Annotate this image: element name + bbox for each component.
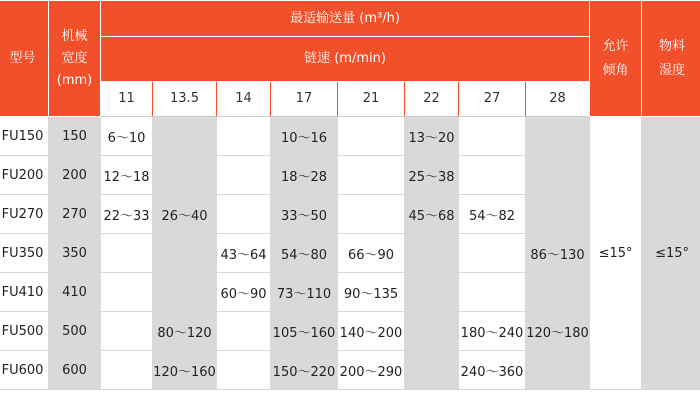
capacity-cell <box>526 195 590 234</box>
capacity-cell: 26～40 <box>153 195 217 234</box>
table-row <box>0 117 700 156</box>
capacity-cell <box>153 117 217 156</box>
width-cell: 600 <box>49 351 101 390</box>
capacity-cell: 120～180 <box>526 312 590 351</box>
model-cell: FU350 <box>0 234 49 273</box>
capacity-cell <box>217 195 271 234</box>
model-cell: FU600 <box>0 351 49 390</box>
header-speed: 链速 (m/min) <box>101 37 590 82</box>
capacity-cell: 6～10 <box>101 117 153 156</box>
capacity-cell <box>217 156 271 195</box>
capacity-cell <box>526 273 590 312</box>
capacity-cell: 66～90 <box>338 234 405 273</box>
capacity-cell: 80～120 <box>153 312 217 351</box>
speed-header-cell: 11 <box>101 82 153 117</box>
model-cell: FU270 <box>0 195 49 234</box>
width-cell: 200 <box>49 156 101 195</box>
capacity-cell <box>101 273 153 312</box>
capacity-cell <box>405 312 459 351</box>
capacity-cell <box>153 234 217 273</box>
capacity-cell: 73～110 <box>271 273 338 312</box>
width-cell: 150 <box>49 117 101 156</box>
header-angle <box>590 1 642 117</box>
width-cell: 500 <box>49 312 101 351</box>
capacity-cell <box>459 117 526 156</box>
capacity-cell <box>101 351 153 390</box>
capacity-cell: 12～18 <box>101 156 153 195</box>
capacity-cell: 33～50 <box>271 195 338 234</box>
capacity-cell <box>101 312 153 351</box>
capacity-cell: 43～64 <box>217 234 271 273</box>
capacity-cell <box>526 156 590 195</box>
capacity-cell <box>459 273 526 312</box>
capacity-cell <box>338 195 405 234</box>
capacity-cell <box>101 234 153 273</box>
speed-header-cell: 27 <box>459 82 526 117</box>
capacity-cell <box>405 351 459 390</box>
header-model: 型号 <box>0 1 49 117</box>
capacity-cell <box>459 156 526 195</box>
capacity-cell: 54～82 <box>459 195 526 234</box>
capacity-cell: 180～240 <box>459 312 526 351</box>
capacity-cell: 86～130 <box>526 234 590 273</box>
capacity-cell: 22～33 <box>101 195 153 234</box>
capacity-cell <box>153 273 217 312</box>
header-humidity-label: 物料湿度 <box>659 38 686 78</box>
speed-header-cell: 22 <box>405 82 459 117</box>
capacity-cell <box>217 312 271 351</box>
speed-header-cell: 14 <box>217 82 271 117</box>
width-cell: 350 <box>49 234 101 273</box>
capacity-cell <box>405 273 459 312</box>
capacity-cell <box>153 156 217 195</box>
header-capacity: 最适输送量 (m³/h) <box>101 1 590 37</box>
capacity-cell: 25～38 <box>405 156 459 195</box>
capacity-cell <box>405 234 459 273</box>
capacity-cell <box>526 351 590 390</box>
angle-value: ≤15° <box>590 117 642 390</box>
header-width-label: 机械宽度(mm) <box>56 28 93 88</box>
capacity-cell: 150～220 <box>271 351 338 390</box>
table-body <box>0 117 700 390</box>
capacity-cell: 54～80 <box>271 234 338 273</box>
header-angle-label: 允许倾角 <box>602 38 629 78</box>
capacity-cell: 13～20 <box>405 117 459 156</box>
width-cell: 410 <box>49 273 101 312</box>
capacity-cell <box>526 117 590 156</box>
capacity-cell: 60～90 <box>217 273 271 312</box>
speed-header-cell: 21 <box>338 82 405 117</box>
capacity-cell: 240～360 <box>459 351 526 390</box>
capacity-cell: 90～135 <box>338 273 405 312</box>
model-cell: FU410 <box>0 273 49 312</box>
speed-header-cell: 17 <box>271 82 338 117</box>
model-cell: FU200 <box>0 156 49 195</box>
capacity-cell <box>459 234 526 273</box>
model-cell: FU500 <box>0 312 49 351</box>
capacity-cell: 45～68 <box>405 195 459 234</box>
capacity-cell <box>338 117 405 156</box>
capacity-cell <box>217 351 271 390</box>
model-cell: FU150 <box>0 117 49 156</box>
header-width <box>49 1 101 117</box>
capacity-cell: 120～160 <box>153 351 217 390</box>
header-humidity <box>642 1 700 117</box>
capacity-cell <box>338 156 405 195</box>
capacity-cell: 200～290 <box>338 351 405 390</box>
speed-header-cell: 28 <box>526 82 590 117</box>
capacity-cell: 140～200 <box>338 312 405 351</box>
capacity-cell: 105～160 <box>271 312 338 351</box>
humidity-value: ≤15° <box>642 117 700 390</box>
width-cell: 270 <box>49 195 101 234</box>
capacity-cell: 10～16 <box>271 117 338 156</box>
speed-header-cell: 13.5 <box>153 82 217 117</box>
capacity-cell <box>217 117 271 156</box>
capacity-cell: 18～28 <box>271 156 338 195</box>
